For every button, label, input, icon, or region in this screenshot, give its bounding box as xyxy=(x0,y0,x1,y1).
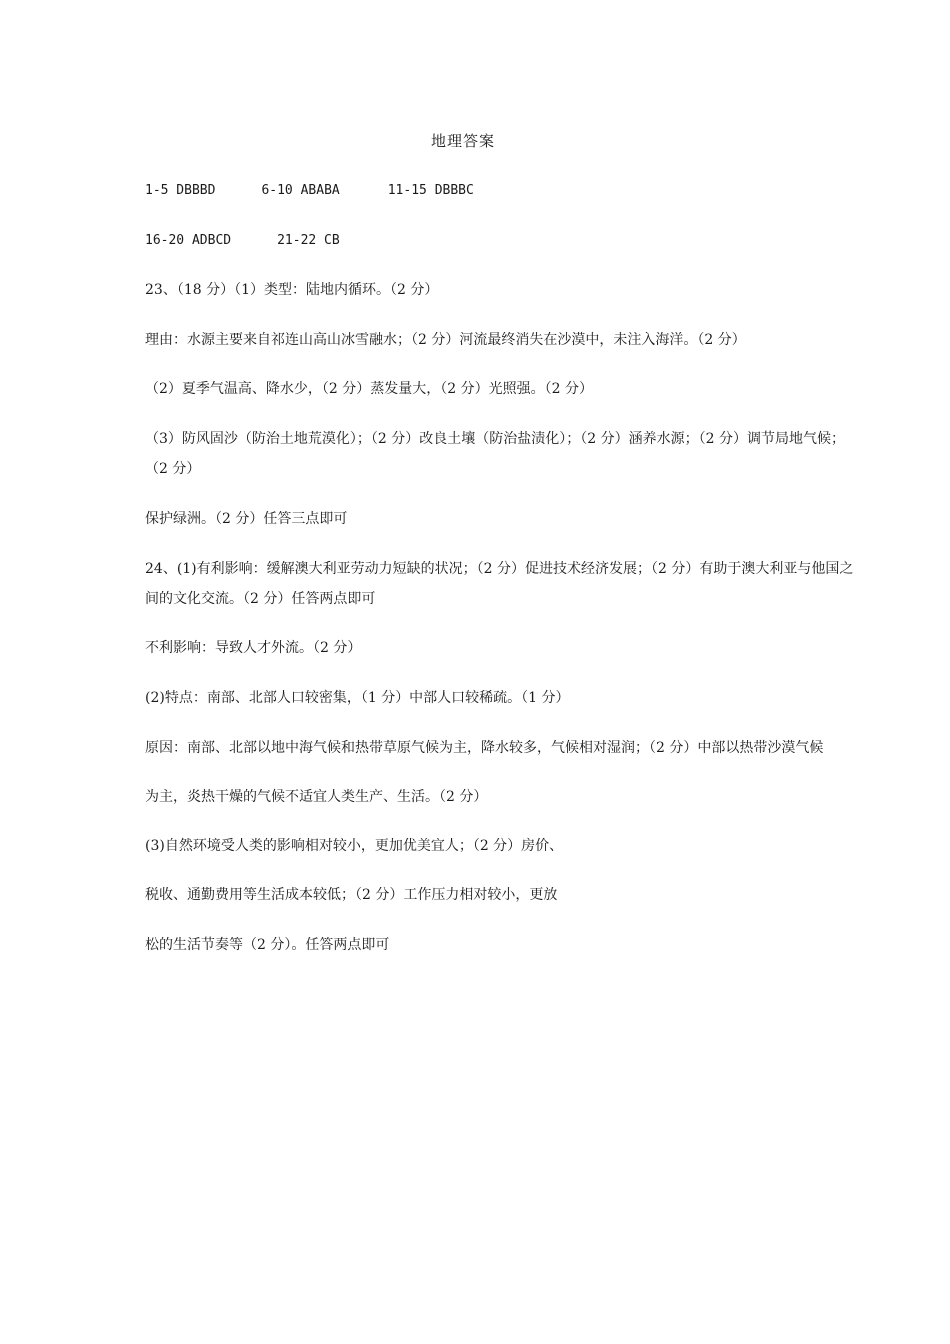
choice-answer-16-20: 16-20 ADBCD xyxy=(145,233,232,248)
document-title: 地理答案 xyxy=(430,132,495,150)
q24-part2-reason-line-cont: 为主，炎热干燥的气候不适宜人类生产、生活。（2 分） xyxy=(145,789,488,805)
choice-answer-6-10: 6-10 ABABA xyxy=(261,183,340,198)
q24-part1-benefit-line-cont: 间的文化交流。（2 分）任答两点即可 xyxy=(145,591,376,607)
q24-part3-line-cont-1: 税收、通勤费用等生活成本较低；（2 分）工作压力相对较小，更放 xyxy=(145,887,558,903)
choice-answers-row-1 xyxy=(145,181,474,201)
q23-part3-line-cont: （2 分） xyxy=(145,461,201,477)
q24-part1-harm-line: 不利影响：导致人才外流。（2 分） xyxy=(145,640,362,656)
choice-answers-row-2 xyxy=(145,231,340,251)
q23-part3-line-end: 保护绿洲。（2 分）任答三点即可 xyxy=(145,511,348,527)
q23-type-line: 23、（18 分）（1）类型：陆地内循环。（2 分） xyxy=(145,282,439,298)
q24-part1-benefit-line: 24、(1)有利影响：缓解澳大利亚劳动力短缺的状况；（2 分）促进技术经济发展；（2 分）有助于澳大利亚与他国之 xyxy=(145,561,854,577)
choice-answer-21-22: 21-22 CB xyxy=(277,233,340,248)
q23-part3-line: （3）防风固沙（防治土地荒漠化）；（2 分）改良土壤（防治盐渍化）；（2 分）涵养水源；（2 分）调节局地气候； xyxy=(145,431,845,447)
choice-answer-11-15: 11-15 DBBBC xyxy=(387,183,474,198)
choice-answer-1-5: 1-5 DBBBD xyxy=(145,183,216,198)
q24-part2-feature-line: (2)特点：南部、北部人口较密集，（1 分）中部人口较稀疏。（1 分） xyxy=(145,690,570,706)
q23-reason-line: 理由：水源主要来自祁连山高山冰雪融水；（2 分）河流最终消失在沙漠中，未注入海洋。（2 分） xyxy=(145,332,746,348)
q23-part2-line: （2）夏季气温高、降水少，（2 分）蒸发量大，（2 分）光照强。（2 分） xyxy=(145,381,593,397)
q24-part3-line-cont-2: 松的生活节奏等（2 分）。任答两点即可 xyxy=(145,937,390,953)
q24-part2-reason-line: 原因：南部、北部以地中海气候和热带草原气候为主，降水较多，气候相对湿润；（2 分）中部以热带沙漠气候 xyxy=(145,740,824,756)
q24-part3-line: (3)自然环境受人类的影响相对较小，更加优美宜人；（2 分）房价、 xyxy=(145,838,564,854)
